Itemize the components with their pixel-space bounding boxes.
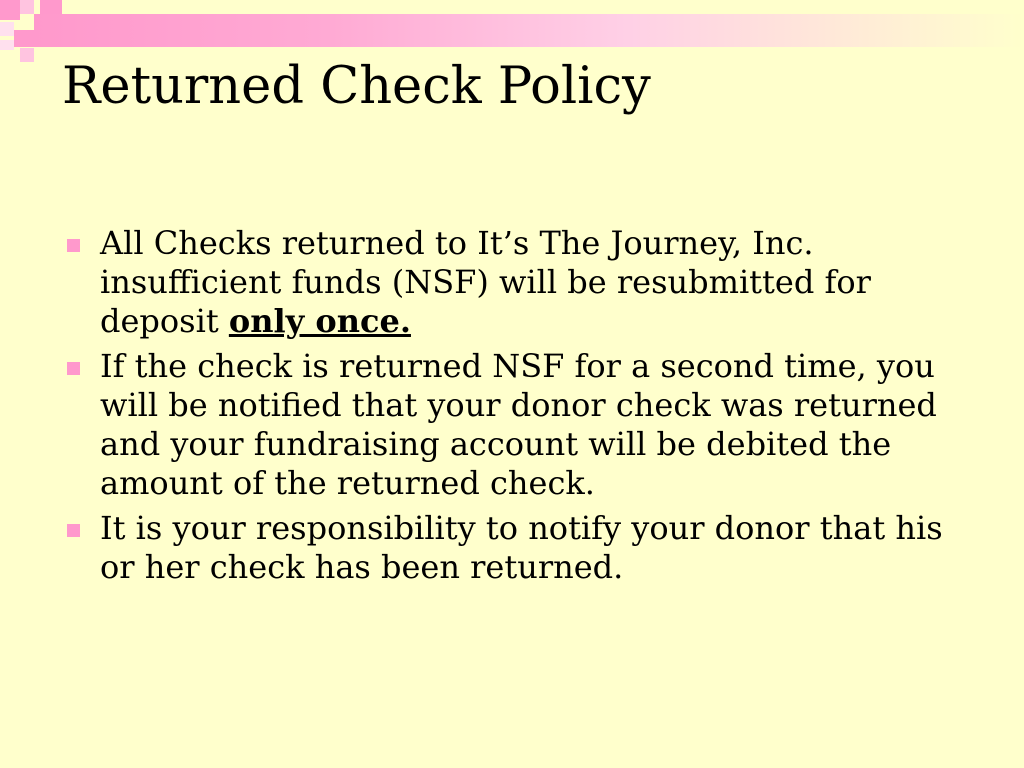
decorative-square [0, 22, 14, 36]
bullet-text: If the check is returned NSF for a second time, you will be notified that your donor check was returned and your fundraising account will be debited the amount of the returned check. [100, 347, 937, 502]
slide-title: Returned Check Policy [62, 57, 651, 116]
decorative-square [0, 40, 14, 50]
bullet-text: All Checks returned to It’s The Journey, Inc. insufficient funds (NSF) will be resubmitted for deposit [100, 224, 871, 340]
bullet-list [62, 224, 962, 593]
bullet-text: It is your responsibility to notify your donor that his or her check has been returned. [100, 509, 943, 586]
bullet-item [62, 509, 962, 587]
square-bullet-icon [67, 239, 80, 252]
square-bullet-icon [67, 362, 80, 375]
bullet-emphasis: only once. [228, 302, 411, 340]
decorative-square [14, 30, 34, 47]
decorative-square [0, 0, 20, 20]
decorative-square [20, 48, 34, 62]
decorative-square [40, 0, 62, 14]
header-gradient-band [34, 14, 1024, 47]
decorative-square [20, 0, 34, 14]
bullet-item [62, 224, 962, 341]
square-bullet-icon [67, 524, 80, 537]
bullet-item [62, 347, 962, 503]
